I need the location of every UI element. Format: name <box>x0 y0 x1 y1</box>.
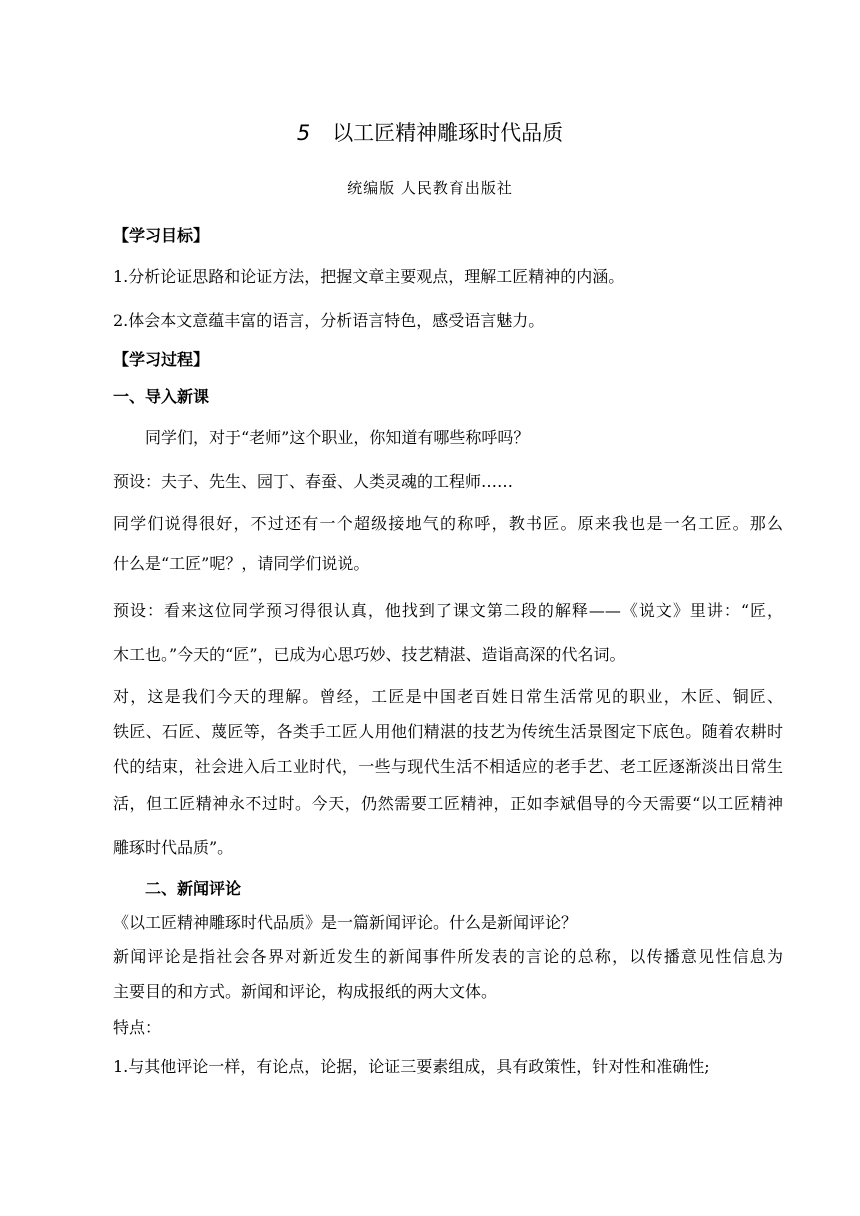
paragraph-line: 代的结束，社会进入后工业时代，一些与现代生活不相适应的老手艺、老工匠逐渐淡出日常生 <box>113 757 783 776</box>
page-title <box>0 119 860 147</box>
paragraph-line: 同学们说得很好，不过还有一个超级接地气的称呼，教书匠。原来我也是一名工匠。那么 <box>113 514 783 533</box>
objective-1: 1.分析论证思路和论证方法，把握文章主要观点，理解工匠精神的内涵。 <box>113 267 625 286</box>
section-heading-news-commentary: 二、新闻评论 <box>145 879 242 898</box>
paragraph-line: 特点： <box>113 1018 162 1037</box>
objective-2: 2.体会本文意蕴丰富的语言，分析语言特色，感受语言魅力。 <box>113 311 545 330</box>
paragraph-line: 活，但工匠精神永不过时。今天，仍然需要工匠精神，正如李斌倡导的今天需要“以工匠精神 <box>113 794 783 813</box>
paragraph-line: 木工也。”今天的“匠”，已成为心思巧妙、技艺精湛、造诣高深的代名词。 <box>113 645 626 664</box>
paragraph-line: 主要目的和方式。新闻和评论，构成报纸的两大文体。 <box>113 982 498 1001</box>
paragraph-line: 什么是“工匠”呢？，请同学们说说。 <box>113 554 370 573</box>
paragraph-line: 1.与其他评论一样，有论点，论据，论证三要素组成，具有政策性，针对性和准确性; <box>113 1057 710 1076</box>
paragraph-line: 《以工匠精神雕琢时代品质》是一篇新闻评论。什么是新闻评论？ <box>113 913 578 932</box>
paragraph-line: 铁匠、石匠、蔑匠等，各类手工匠人用他们精湛的技艺为传统生活景图定下底色。随着农耕时 <box>113 722 783 741</box>
objectives-heading: 【学习目标】 <box>113 226 210 245</box>
paragraph-line: 雕琢时代品质”。 <box>113 838 234 857</box>
paragraph-line: 预设：看来这位同学预习得很认真，他找到了课文第二段的解释——《说文》里讲：“匠， <box>113 601 783 620</box>
publisher-subtitle: 统编版 人民教育出版社 <box>347 179 513 197</box>
section-heading-intro: 一、导入新课 <box>113 387 210 406</box>
process-heading: 【学习过程】 <box>113 350 210 369</box>
paragraph-line: 对，这是我们今天的理解。曾经，工匠是中国老百姓日常生活常见的职业，木匠、铜匠、 <box>113 687 783 706</box>
paragraph-line: 新闻评论是指社会各界对新近发生的新闻事件所发表的言论的总称，以传播意见性信息为 <box>113 947 783 966</box>
paragraph-question: 同学们，对于“老师”这个职业，你知道有哪些称呼吗？ <box>145 428 530 447</box>
paragraph-preset-1: 预设：夫子、先生、园丁、春蚕、人类灵魂的工程师…… <box>113 472 514 491</box>
lesson-title: 以工匠精神雕琢时代品质 <box>332 121 564 145</box>
lesson-number: 5 <box>296 121 311 145</box>
